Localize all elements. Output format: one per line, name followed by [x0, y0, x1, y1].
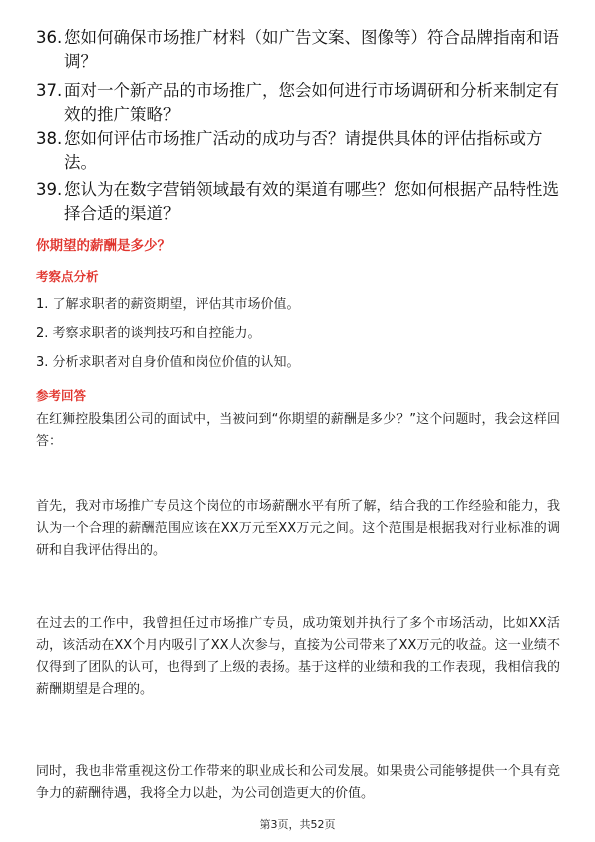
question-text: 您如何评估市场推广活动的成功与否？请提供具体的评估指标或方法。 [64, 129, 543, 172]
answer-paragraph: 首先，我对市场推广专员这个岗位的市场薪酬水平有所了解，结合我的工作经验和能力，我认为一个合理的薪酬范围应该在XX万元至XX万元之间。这个范围是根据我对行业标准的调研和自我评估得出的。 [36, 499, 560, 558]
analysis-item: 1. 了解求职者的薪资期望，评估其市场价值。 [36, 297, 300, 312]
answer-title: 参考回答 [36, 388, 87, 403]
page-footer: 第3页，共52页 [259, 818, 336, 831]
question-text: 您认为在数字营销领域最有效的渠道有哪些？您如何根据产品特性选择合适的渠道？ [64, 180, 559, 223]
analysis-title: 考察点分析 [36, 269, 99, 284]
question-number: 38. [36, 129, 63, 148]
question-text: 您如何确保市场推广材料（如广告文案、图像等）符合品牌指南和语调？ [64, 28, 559, 71]
analysis-item: 3. 分析求职者对自身价值和岗位价值的认知。 [36, 355, 300, 370]
answer-paragraph: 同时，我也非常重视这份工作带来的职业成长和公司发展。如果贵公司能够提供一个具有竞争力的薪酬待遇，我将全力以赴，为公司创造更大的价值。 [36, 764, 560, 801]
question-39 [36, 178, 566, 226]
analysis-item: 2. 考察求职者的谈判技巧和自控能力。 [36, 326, 261, 341]
question-number: 37. [36, 81, 63, 100]
question-number: 39. [36, 180, 63, 199]
question-text: 面对一个新产品的市场推广，您会如何进行市场调研和分析来制定有效的推广策略？ [64, 81, 559, 124]
question-number: 36. [36, 28, 63, 47]
question-38 [36, 127, 566, 175]
question-37 [36, 79, 566, 127]
question-36 [36, 26, 566, 74]
section-title: 你期望的薪酬是多少？ [36, 238, 171, 254]
answer-paragraph: 在红狮控股集团公司的面试中，当被问到“你期望的薪酬是多少？”这个问题时，我会这样回答： [36, 412, 560, 449]
answer-paragraph: 在过去的工作中，我曾担任过市场推广专员，成功策划并执行了多个市场活动，比如XX活动，该活动在XX个月内吸引了XX人次参与，直接为公司带来了XX万元的收益。这一业绩不仅得到了团队的认可，也得到了上级的表扬。基于这样的业绩和我的工作表现，我相信我的薪酬期望是合理的。 [36, 616, 560, 697]
